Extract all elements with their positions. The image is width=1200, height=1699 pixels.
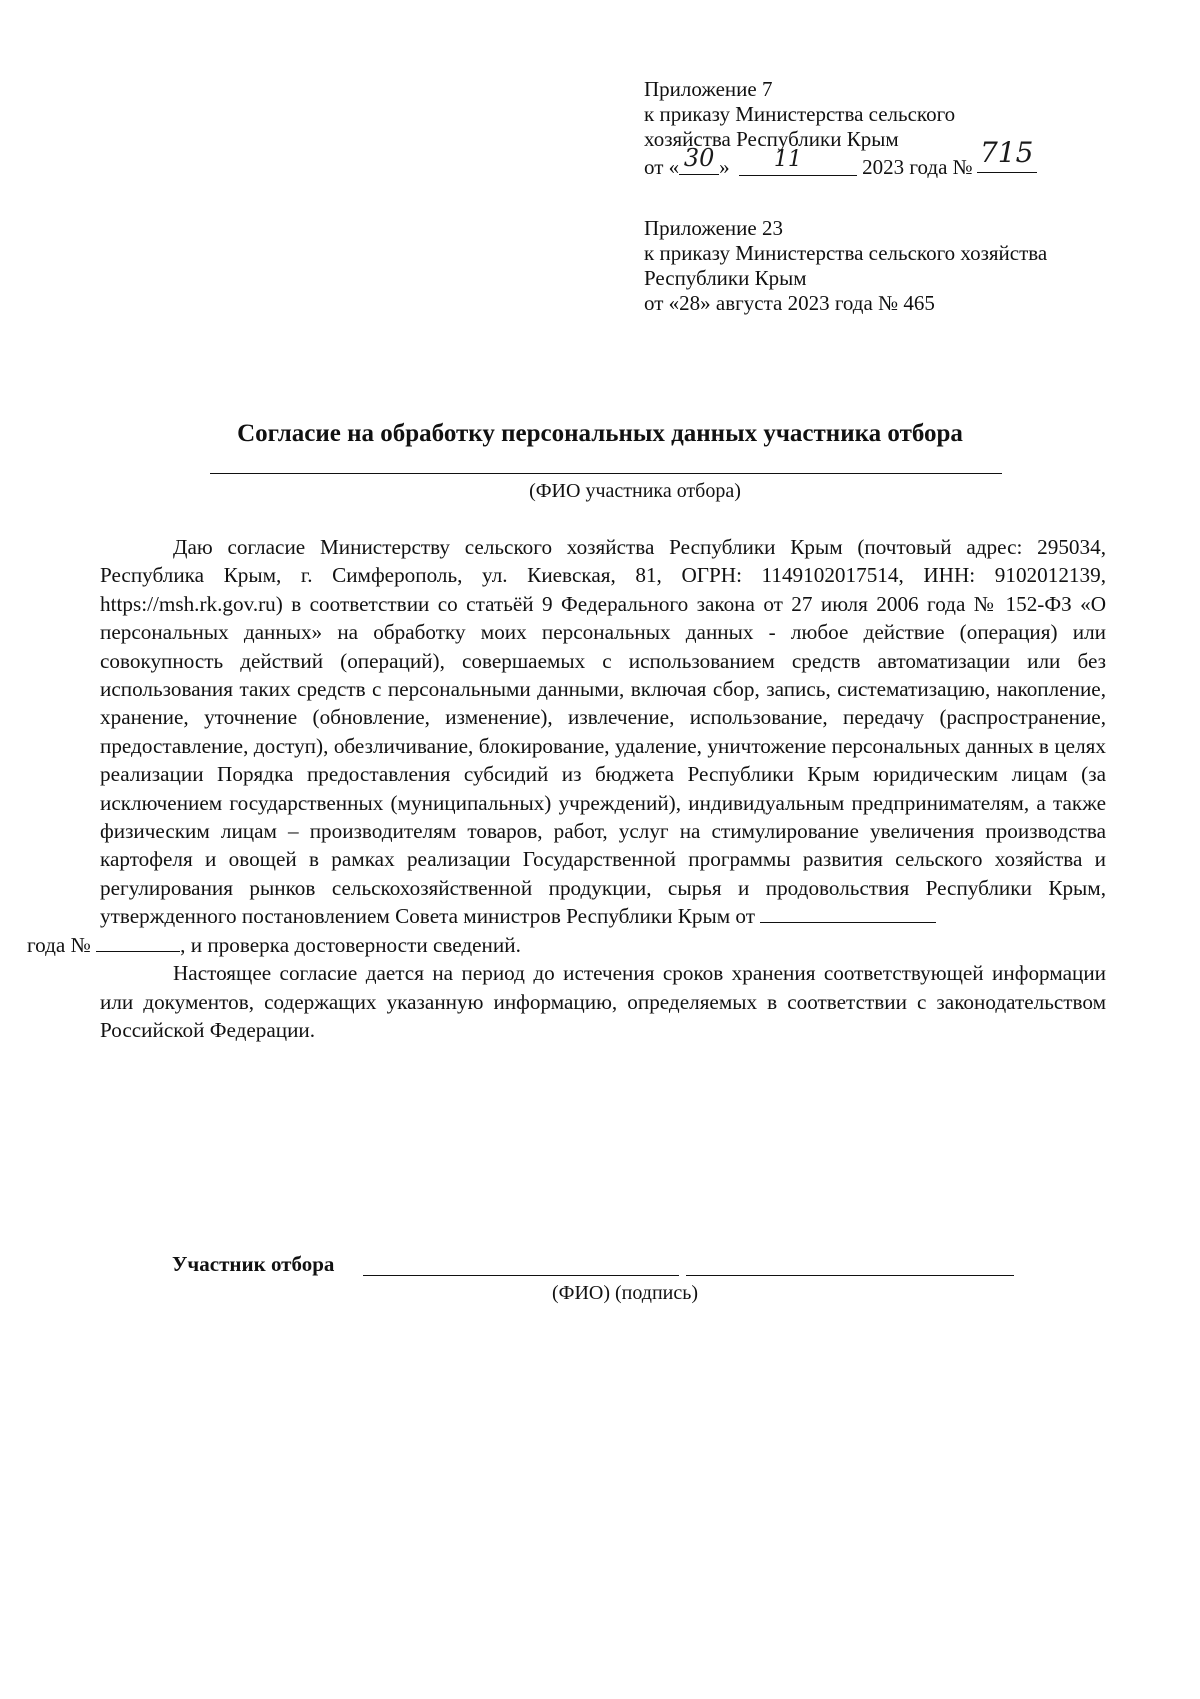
consent-paragraph-1-end: , и проверка достоверности сведений. [180, 932, 521, 957]
number-field [977, 136, 1037, 173]
date-prefix: от « [644, 155, 680, 179]
day-handwritten: 30 [683, 144, 715, 172]
consent-body [27, 533, 1106, 1044]
appendix-original-line2: к приказу Министерства сельского хозяйства [644, 241, 1048, 265]
appendix-current-block [644, 77, 1037, 180]
appendix-current-line1: Приложение 7 [644, 77, 773, 101]
signature-fio-field[interactable] [363, 1275, 679, 1276]
consent-paragraph-1 [27, 533, 1106, 959]
month-field [739, 147, 857, 176]
signature-caption: (ФИО) (подпись) [552, 1282, 699, 1304]
participant-fio-field[interactable] [210, 473, 1002, 474]
document-title: Согласие на обработку персональных данных участника отбора [237, 420, 963, 447]
appendix-original-line1: Приложение 23 [644, 216, 783, 240]
consent-paragraph-2: Настоящее согласие дается на период до истечения сроков хранения соответствующей информации или документов, содержащих указанную информацию, определяемых в соответствии с законодательством Российской Федерации. [100, 961, 1106, 1042]
consent-paragraph-1-main: Даю согласие Министерству сельского хозяйства Республики Крым (почтовый адрес: 295034, Республика Крым, г. Симферополь, ул. Киевская, 81, ОГРН: 1149102017514, ИНН: 9102012139, https://msh.rk.gov.ru) в соответствии со статьёй 9 Федерального закона от 27 июля 2006 года № 152-ФЗ «О персональных данных» на обработку моих персональных данных - любое действие (операция) или совокупность действий (операций), совершаемых с использованием средств автоматизации или без использования таких средств с персональными данными, включая сбор, запись, систематизацию, накопление, хранение, уточнение (обновление, изменение), извлечение, использование, передачу (распространение, предоставление, доступ), обезличивание, блокирование, удаление, уничтожение персональных данных в целях реализации Порядка предоставления субсидий из бюджета Республики Крым юридическим лицам (за исключением государственных (муниципальных) учреждений), индивидуальным предпринимателям, а также физическим лицам – производителям товаров, работ, услуг на стимулирование увеличения производства картофеля и овощей в рамках реализации Государственной программы развития сельского хозяйства и регулирования рынков сельскохозяйственной продукции, сырья и продовольствия Республики Крым, утвержденного постановлением Совета министров Республики Крым от [100, 535, 1106, 929]
month-handwritten: 11 [773, 147, 802, 172]
participant-fio-caption: (ФИО участника отбора) [529, 480, 741, 502]
appendix-original-line3: Республики Крым [644, 266, 807, 290]
year-text: 2023 года № [862, 155, 973, 179]
appendix-current-line2: к приказу Министерства сельского [644, 102, 956, 126]
appendix-original-block [644, 216, 1047, 316]
appendix-original-line4: от «28» августа 2023 года № 465 [644, 291, 935, 315]
resolution-date-field[interactable] [760, 922, 936, 923]
signature-label: Участник отбора [172, 1252, 335, 1276]
appendix-current-line3: хозяйства Республики Крым [644, 127, 899, 151]
resolution-number-field[interactable] [96, 951, 180, 952]
day-field [679, 144, 719, 175]
day-suffix: » [719, 155, 730, 179]
resolution-year-label: года № [27, 932, 91, 957]
signature-sign-field[interactable] [686, 1275, 1014, 1276]
number-handwritten: 715 [979, 136, 1034, 169]
